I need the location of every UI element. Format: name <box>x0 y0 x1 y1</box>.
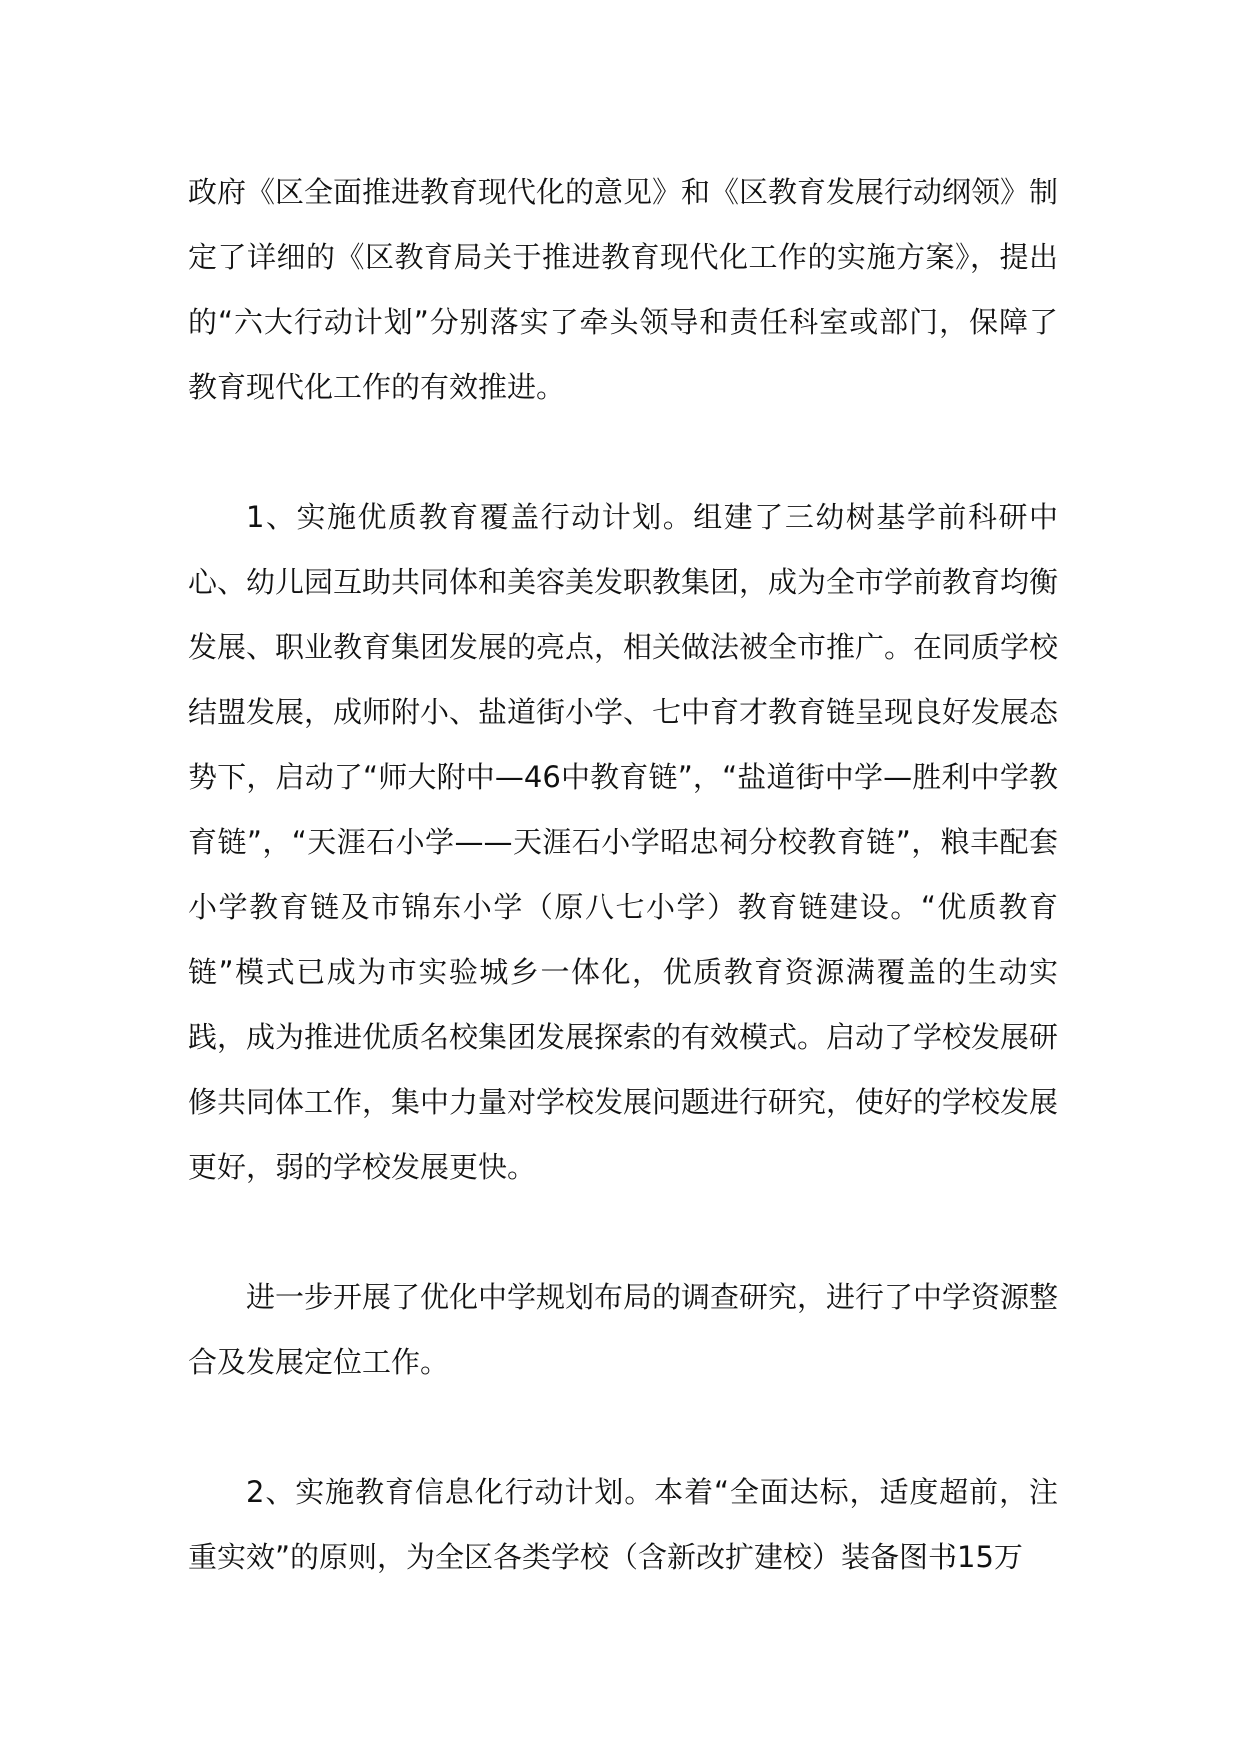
document-body <box>188 160 1058 1590</box>
paragraph-middle-school-layout: 进一步开展了优化中学规划布局的调查研究，进行了中学资源整合及发展定位工作。 <box>188 1280 1059 1379</box>
paragraph-intro: 政府《区全面推进教育现代化的意见》和《区教育发展行动纲领》制定了详细的《区教育局关于推进教育现代化工作的实施方案》，提出的“六大行动计划”分别落实了牵头领导和责任科室或部门，保障了教育现代化工作的有效推进。 <box>188 175 1059 404</box>
paragraph-quality-coverage: 1、实施优质教育覆盖行动计划。组建了三幼树基学前科研中心、幼儿园互助共同体和美容美发职教集团，成为全市学前教育均衡发展、职业教育集团发展的亮点，相关做法被全市推广。在同质学校结盟发展，成师附小、盐道街小学、七中育才教育链呈现良好发展态势下，启动了“师大附中—46中教育链”，“盐道街中学—胜利中学教育链”，“天涯石小学——天涯石小学昭忠祠分校教育链”，粮丰配套小学教育链及市锦东小学（原八七小学）教育链建设。“优质教育链”模式已成为市实验城乡一体化，优质教育资源满覆盖的生动实践，成为推进优质名校集团发展探索的有效模式。启动了学校发展研修共同体工作，集中力量对学校发展问题进行研究，使好的学校发展更好，弱的学校发展更快。 <box>188 500 1059 1184</box>
paragraph-informatization: 2、实施教育信息化行动计划。本着“全面达标，适度超前，注重实效”的原则，为全区各类学校（含新改扩建校）装备图书15万 <box>188 1475 1058 1574</box>
